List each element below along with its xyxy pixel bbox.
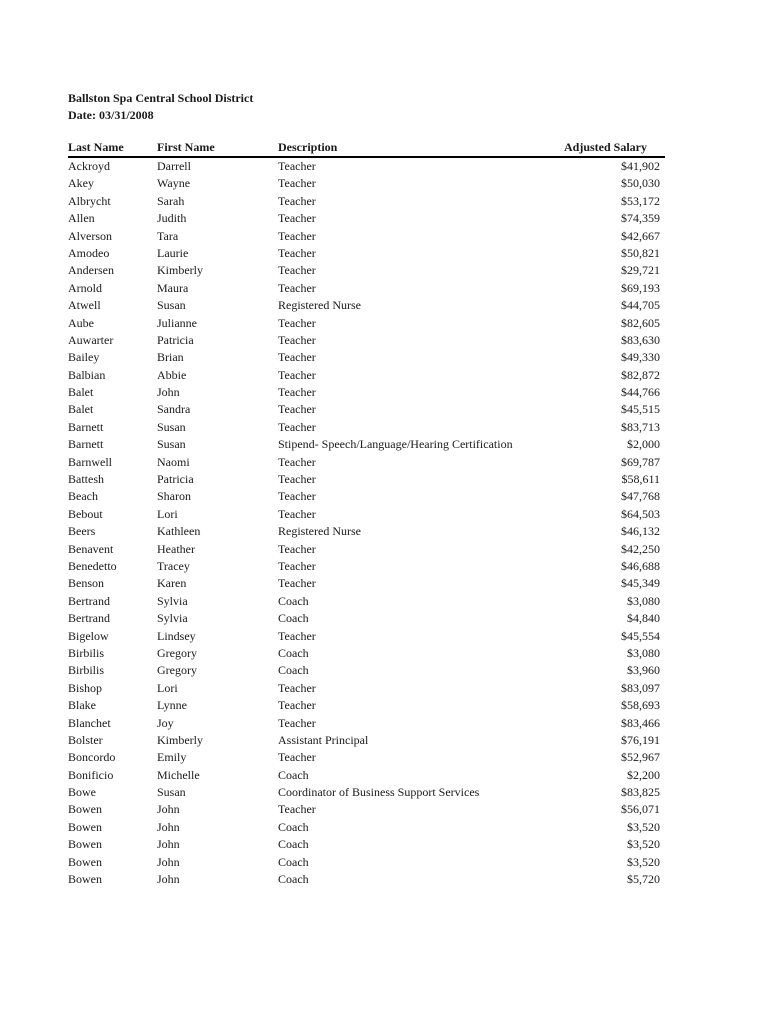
cell-description: Teacher — [278, 489, 316, 504]
cell-last-name: Bowen — [68, 802, 102, 817]
cell-adjusted-salary: $45,349 — [621, 576, 660, 591]
table-row — [68, 193, 665, 210]
cell-first-name: Tracey — [157, 558, 190, 573]
cell-first-name: Lindsey — [157, 628, 196, 643]
cell-first-name: John — [157, 837, 180, 852]
cell-adjusted-salary: $44,766 — [621, 385, 660, 400]
cell-description: Teacher — [278, 576, 316, 591]
cell-last-name: Ackroyd — [68, 159, 110, 173]
cell-first-name: Lori — [157, 680, 178, 695]
cell-first-name: Susan — [157, 419, 186, 434]
cell-last-name: Benson — [68, 576, 104, 591]
cell-last-name: Barnett — [68, 419, 104, 434]
cell-description: Teacher — [278, 558, 316, 573]
table-header — [68, 140, 665, 158]
cell-description: Teacher — [278, 402, 316, 417]
cell-description: Coach — [278, 872, 309, 887]
table-row — [68, 715, 665, 732]
cell-description: Teacher — [278, 750, 316, 765]
cell-adjusted-salary: $82,605 — [621, 315, 660, 330]
table-row — [68, 697, 665, 714]
cell-first-name: Sylvia — [157, 593, 188, 608]
cell-last-name: Albrycht — [68, 193, 111, 208]
cell-description: Coach — [278, 854, 309, 869]
cell-first-name: John — [157, 802, 180, 817]
table-row — [68, 593, 665, 610]
cell-adjusted-salary: $3,080 — [627, 593, 660, 608]
cell-last-name: Bowen — [68, 854, 102, 869]
cell-adjusted-salary: $2,200 — [627, 767, 660, 782]
cell-description: Teacher — [278, 280, 316, 295]
table-row — [68, 871, 665, 888]
cell-description: Teacher — [278, 419, 316, 434]
cell-first-name: Abbie — [157, 367, 187, 382]
cell-adjusted-salary: $83,713 — [621, 419, 660, 434]
cell-description: Teacher — [278, 802, 316, 817]
cell-description: Teacher — [278, 541, 316, 556]
table-body — [68, 158, 665, 888]
table-row — [68, 297, 665, 314]
cell-first-name: John — [157, 819, 180, 834]
table-row — [68, 384, 665, 401]
cell-last-name: Alverson — [68, 228, 112, 243]
table-row — [68, 767, 665, 784]
cell-description: Teacher — [278, 350, 316, 365]
cell-adjusted-salary: $82,872 — [621, 367, 660, 382]
table-row — [68, 454, 665, 471]
cell-description: Teacher — [278, 628, 316, 643]
table-row — [68, 645, 665, 662]
cell-description: Teacher — [278, 454, 316, 469]
cell-adjusted-salary: $76,191 — [621, 732, 660, 747]
cell-first-name: Brian — [157, 350, 184, 365]
cell-last-name: Bowen — [68, 837, 102, 852]
cell-description: Coach — [278, 645, 309, 660]
salary-table — [68, 140, 665, 888]
cell-description: Assistant Principal — [278, 732, 369, 747]
table-row — [68, 471, 665, 488]
cell-description: Teacher — [278, 263, 316, 278]
report-date: Date: 03/31/2008 — [68, 108, 154, 122]
cell-description: Teacher — [278, 228, 316, 243]
cell-first-name: Lynne — [157, 698, 187, 713]
table-row — [68, 332, 665, 349]
cell-last-name: Bishop — [68, 680, 103, 695]
cell-adjusted-salary: $42,250 — [621, 541, 660, 556]
cell-last-name: Akey — [68, 176, 94, 191]
cell-first-name: Tara — [157, 228, 179, 243]
cell-first-name: Susan — [157, 298, 186, 313]
cell-description: Registered Nurse — [278, 524, 361, 539]
table-row — [68, 488, 665, 505]
cell-adjusted-salary: $56,071 — [621, 802, 660, 817]
cell-last-name: Bailey — [68, 350, 100, 365]
cell-last-name: Atwell — [68, 298, 101, 313]
table-row — [68, 541, 665, 558]
table-row — [68, 175, 665, 192]
cell-adjusted-salary: $2,000 — [627, 437, 660, 452]
cell-description: Teacher — [278, 245, 316, 260]
cell-first-name: Emily — [157, 750, 187, 765]
cell-adjusted-salary: $58,693 — [621, 698, 660, 713]
cell-last-name: Bebout — [68, 506, 103, 521]
cell-adjusted-salary: $50,821 — [621, 245, 660, 260]
district-title: Ballston Spa Central School District — [68, 91, 254, 105]
column-header-adjusted-salary: Adjusted Salary — [563, 140, 647, 154]
cell-adjusted-salary: $46,688 — [621, 558, 660, 573]
cell-last-name: Balbian — [68, 367, 106, 382]
cell-description: Coach — [278, 837, 309, 852]
cell-adjusted-salary: $29,721 — [621, 263, 660, 278]
cell-last-name: Auwarter — [68, 332, 114, 347]
cell-adjusted-salary: $42,667 — [621, 228, 660, 243]
cell-last-name: Allen — [68, 211, 95, 226]
table-row — [68, 506, 665, 523]
table-row — [68, 262, 665, 279]
cell-adjusted-salary: $83,466 — [621, 715, 660, 730]
cell-first-name: Kimberly — [157, 263, 203, 278]
table-row — [68, 401, 665, 418]
cell-last-name: Blake — [68, 698, 96, 713]
cell-first-name: Karen — [157, 576, 187, 591]
cell-first-name: Sylvia — [157, 611, 188, 626]
cell-last-name: Amodeo — [68, 245, 110, 260]
cell-first-name: Laurie — [157, 245, 189, 260]
cell-last-name: Bowe — [68, 785, 96, 800]
cell-last-name: Battesh — [68, 472, 104, 487]
cell-first-name: Kimberly — [157, 732, 203, 747]
cell-adjusted-salary: $83,097 — [621, 680, 660, 695]
cell-last-name: Blanchet — [68, 715, 111, 730]
cell-first-name: Susan — [157, 437, 186, 452]
table-row — [68, 749, 665, 766]
cell-adjusted-salary: $44,705 — [621, 298, 660, 313]
cell-description: Coach — [278, 819, 309, 834]
cell-first-name: John — [157, 854, 180, 869]
cell-adjusted-salary: $83,825 — [621, 785, 660, 800]
cell-last-name: Benavent — [68, 541, 114, 556]
cell-description: Teacher — [278, 193, 316, 208]
cell-adjusted-salary: $69,787 — [621, 454, 660, 469]
table-row — [68, 662, 665, 679]
cell-last-name: Barnett — [68, 437, 104, 452]
table-row — [68, 836, 665, 853]
cell-last-name: Bowen — [68, 872, 102, 887]
cell-adjusted-salary: $49,330 — [621, 350, 660, 365]
cell-first-name: Naomi — [157, 454, 190, 469]
cell-adjusted-salary: $3,520 — [627, 819, 660, 834]
cell-description: Teacher — [278, 367, 316, 382]
table-row — [68, 610, 665, 627]
cell-description: Registered Nurse — [278, 298, 361, 313]
cell-description: Coach — [278, 611, 309, 626]
cell-first-name: Susan — [157, 785, 186, 800]
cell-first-name: Maura — [157, 280, 189, 295]
cell-last-name: Bolster — [68, 732, 103, 747]
cell-last-name: Bertrand — [68, 593, 110, 608]
cell-description: Teacher — [278, 680, 316, 695]
table-row — [68, 732, 665, 749]
cell-last-name: Beers — [68, 524, 96, 539]
cell-last-name: Birbilis — [68, 663, 105, 678]
cell-description: Teacher — [278, 385, 316, 400]
cell-first-name: Joy — [157, 715, 174, 730]
cell-adjusted-salary: $83,630 — [621, 332, 660, 347]
cell-adjusted-salary: $58,611 — [621, 472, 660, 487]
cell-last-name: Bigelow — [68, 628, 109, 643]
cell-last-name: Arnold — [68, 280, 102, 295]
cell-first-name: Patricia — [157, 332, 194, 347]
cell-last-name: Balet — [68, 385, 94, 400]
table-row — [68, 436, 665, 453]
cell-description: Stipend- Speech/Language/Hearing Certification — [278, 437, 513, 452]
cell-description: Teacher — [278, 715, 316, 730]
table-row — [68, 210, 665, 227]
cell-first-name: Judith — [157, 211, 187, 226]
table-row — [68, 523, 665, 540]
cell-adjusted-salary: $4,840 — [627, 611, 660, 626]
cell-adjusted-salary: $69,193 — [621, 280, 660, 295]
cell-adjusted-salary: $41,902 — [621, 159, 660, 173]
cell-description: Teacher — [278, 698, 316, 713]
cell-first-name: Sandra — [157, 402, 191, 417]
cell-adjusted-salary: $45,515 — [621, 402, 660, 417]
cell-description: Coach — [278, 767, 309, 782]
cell-adjusted-salary: $64,503 — [621, 506, 660, 521]
cell-adjusted-salary: $3,520 — [627, 837, 660, 852]
cell-first-name: Heather — [157, 541, 195, 556]
table-row — [68, 158, 665, 175]
cell-first-name: Michelle — [157, 767, 200, 782]
cell-adjusted-salary: $45,554 — [621, 628, 660, 643]
table-row — [68, 349, 665, 366]
cell-last-name: Boncordo — [68, 750, 116, 765]
cell-last-name: Barnwell — [68, 454, 112, 469]
table-row — [68, 419, 665, 436]
cell-adjusted-salary: $53,172 — [621, 193, 660, 208]
cell-adjusted-salary: $5,720 — [627, 872, 660, 887]
cell-last-name: Bertrand — [68, 611, 110, 626]
cell-first-name: Wayne — [157, 176, 191, 191]
cell-first-name: Sarah — [157, 193, 185, 208]
table-row — [68, 315, 665, 332]
cell-adjusted-salary: $3,520 — [627, 854, 660, 869]
cell-last-name: Birbilis — [68, 645, 105, 660]
cell-description: Teacher — [278, 211, 316, 226]
cell-first-name: Lori — [157, 506, 178, 521]
cell-description: Coach — [278, 593, 309, 608]
cell-description: Teacher — [278, 332, 316, 347]
table-row — [68, 245, 665, 262]
cell-first-name: Darrell — [157, 159, 191, 173]
cell-adjusted-salary: $47,768 — [621, 489, 660, 504]
table-row — [68, 854, 665, 871]
table-row — [68, 801, 665, 818]
cell-last-name: Balet — [68, 402, 94, 417]
table-row — [68, 558, 665, 575]
cell-adjusted-salary: $3,960 — [627, 663, 660, 678]
cell-last-name: Bowen — [68, 819, 102, 834]
table-row — [68, 575, 665, 592]
table-row — [68, 280, 665, 297]
cell-first-name: John — [157, 385, 180, 400]
cell-description: Teacher — [278, 315, 316, 330]
cell-description: Teacher — [278, 159, 316, 173]
table-row — [68, 680, 665, 697]
cell-last-name: Aube — [68, 315, 94, 330]
cell-last-name: Andersen — [68, 263, 114, 278]
cell-description: Teacher — [278, 176, 316, 191]
cell-first-name: Gregory — [157, 663, 197, 678]
table-row — [68, 367, 665, 384]
cell-adjusted-salary: $46,132 — [621, 524, 660, 539]
cell-adjusted-salary: $3,080 — [627, 645, 660, 660]
column-header-last-name: Last Name — [68, 140, 124, 154]
cell-last-name: Bonificio — [68, 767, 114, 782]
table-row — [68, 628, 665, 645]
cell-adjusted-salary: $74,359 — [621, 211, 660, 226]
cell-first-name: Kathleen — [157, 524, 201, 539]
cell-first-name: John — [157, 872, 180, 887]
table-row — [68, 819, 665, 836]
cell-description: Coach — [278, 663, 309, 678]
column-header-description: Description — [278, 140, 338, 154]
cell-adjusted-salary: $52,967 — [621, 750, 660, 765]
table-row — [68, 784, 665, 801]
cell-last-name: Beach — [68, 489, 98, 504]
cell-first-name: Gregory — [157, 645, 197, 660]
cell-first-name: Patricia — [157, 472, 194, 487]
cell-description: Teacher — [278, 506, 316, 521]
cell-last-name: Benedetto — [68, 558, 117, 573]
cell-adjusted-salary: $50,030 — [621, 176, 660, 191]
cell-first-name: Sharon — [157, 489, 191, 504]
table-row — [68, 228, 665, 245]
cell-description: Coordinator of Business Support Services — [278, 785, 480, 800]
cell-description: Teacher — [278, 472, 316, 487]
cell-first-name: Julianne — [157, 315, 197, 330]
column-header-first-name: First Name — [157, 140, 215, 154]
